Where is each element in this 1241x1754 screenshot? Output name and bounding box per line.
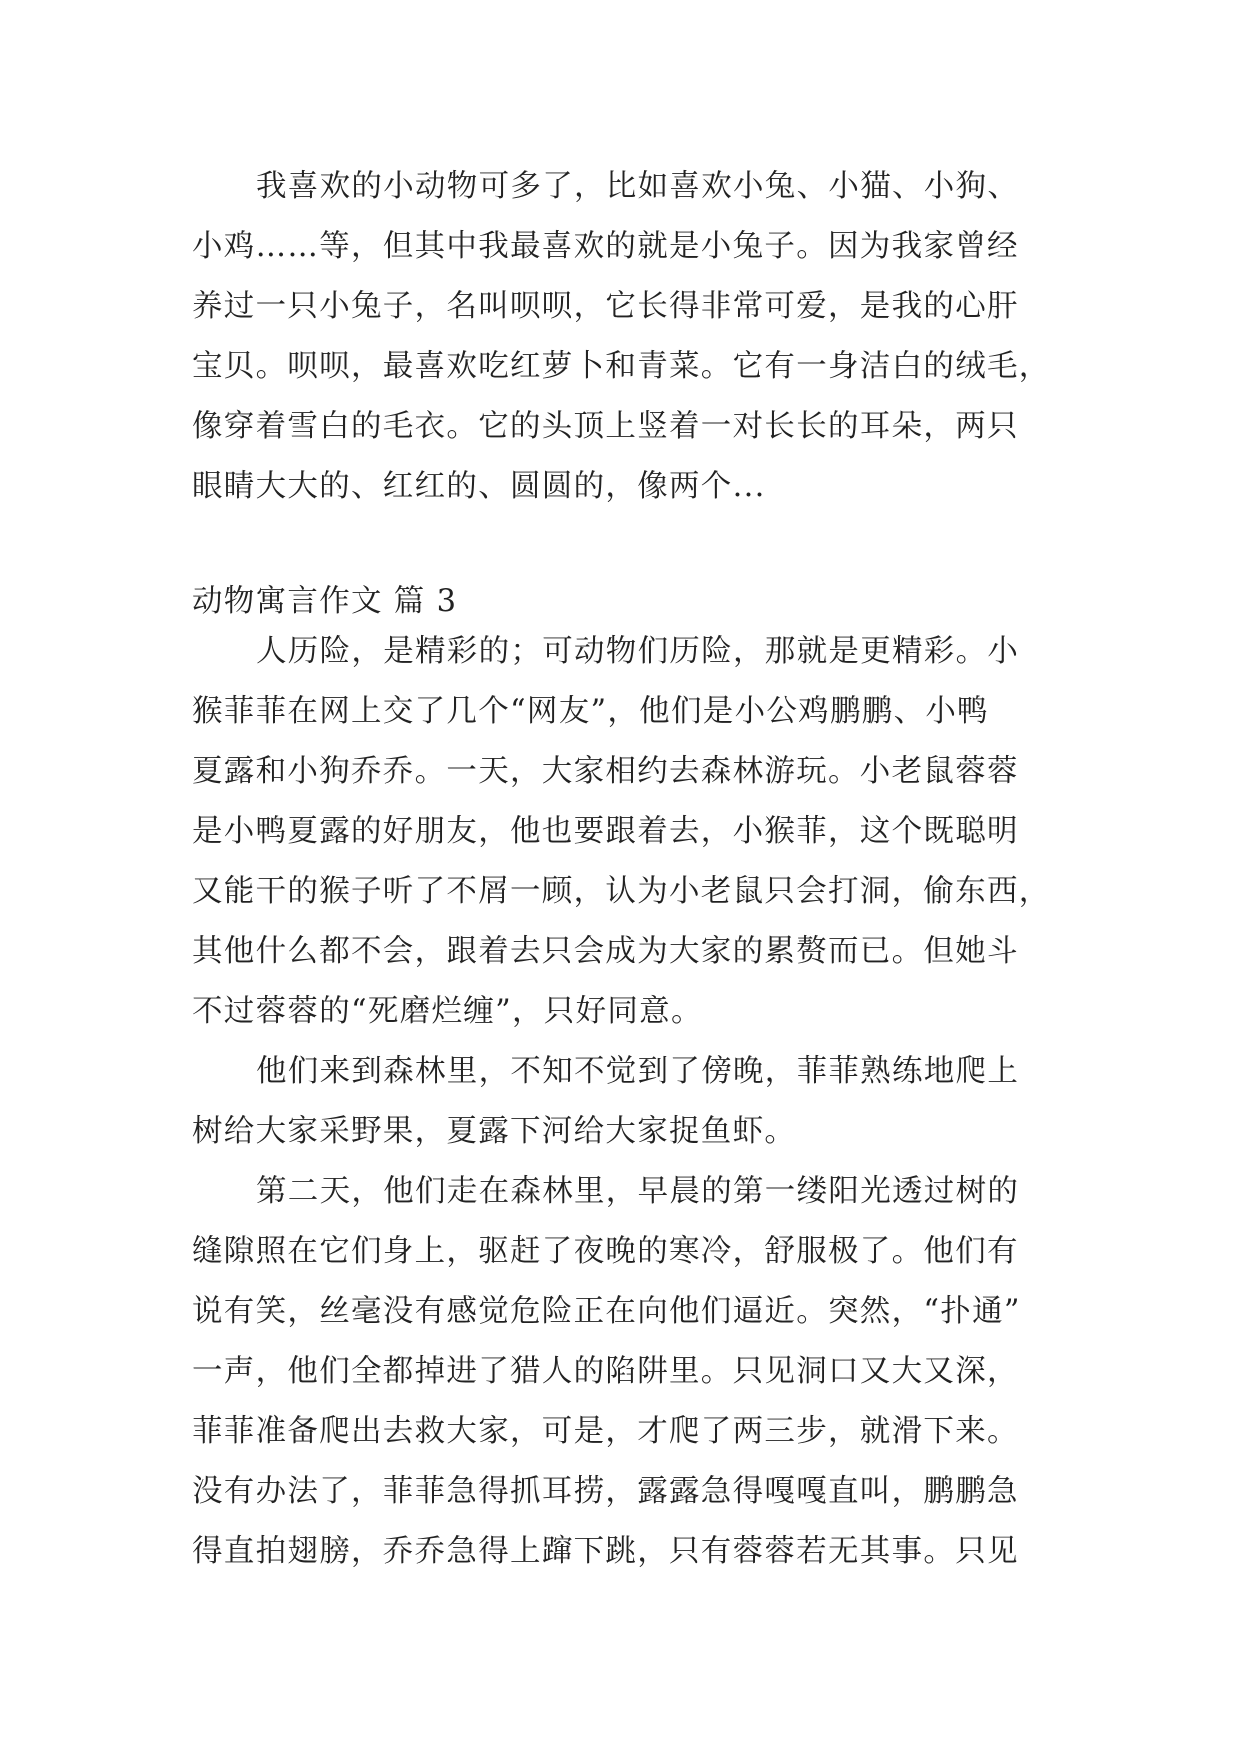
paragraph [192,622,1054,1042]
text-line: 我喜欢的小动物可多了，比如喜欢小兔、小猫、小狗、 [256,169,1020,204]
text-line: 说有笑，丝毫没有感觉危险正在向他们逼近。突然，“扑通” [192,1294,1021,1329]
text-line: 得直拍翅膀，乔乔急得上蹿下跳，只有蓉蓉若无其事。只见 [192,1534,1019,1569]
text-line: 像穿着雪白的毛衣。它的头顶上竖着一对长长的耳朵，两只 [192,409,1019,444]
text-line: 夏露和小狗乔乔。一天，大家相约去森林游玩。小老鼠蓉蓉 [192,754,1019,789]
text-line: 人历险，是精彩的；可动物们历险，那就是更精彩。小 [256,634,1020,669]
paragraph [192,1162,1054,1582]
text-line: 其他什么都不会，跟着去只会成为大家的累赘而已。但她斗 [192,934,1019,969]
excerpt-paragraph [192,157,1054,517]
text-line: 是小鸭夏露的好朋友，他也要跟着去，小猴菲，这个既聪明 [192,814,1019,849]
text-line: 不过蓉蓉的“死磨烂缠”，只好同意。 [192,994,703,1029]
text-line: 小鸡……等，但其中我最喜欢的就是小兔子。因为我家曾经 [192,229,1019,264]
heading-text: 动物寓言作文 篇 3 [192,584,458,619]
text-line: 树给大家采野果，夏露下河给大家捉鱼虾。 [192,1114,797,1149]
text-line: 眼睛大大的、红红的、圆圆的，像两个... [192,469,766,504]
text-line: 菲菲准备爬出去救大家，可是，才爬了两三步，就滑下来。 [192,1414,1019,1449]
text-line: 他们来到森林里，不知不觉到了傍晚，菲菲熟练地爬上 [256,1054,1020,1089]
section-heading [192,582,1054,622]
text-line: 养过一只小兔子，名叫呗呗，它长得非常可爱，是我的心肝 [192,289,1019,324]
text-line: 第二天，他们走在森林里，早晨的第一缕阳光透过树的 [256,1174,1020,1209]
text-line: 猴菲菲在网上交了几个“网友”，他们是小公鸡鹏鹏、小鸭 [192,694,989,729]
text-line: 没有办法了，菲菲急得抓耳捞，露露急得嘎嘎直叫，鹏鹏急 [192,1474,1019,1509]
text-line: 又能干的猴子听了不屑一顾，认为小老鼠只会打洞，偷东西， [192,874,1051,909]
paragraph [192,1042,1054,1162]
text-line: 一声，他们全都掉进了猎人的陷阱里。只见洞口又大又深， [192,1354,1019,1389]
text-line: 缝隙照在它们身上，驱赶了夜晚的寒冷，舒服极了。他们有 [192,1234,1019,1269]
essay-body [192,622,1054,1582]
text-line: 宝贝。呗呗，最喜欢吃红萝卜和青菜。它有一身洁白的绒毛， [192,349,1051,384]
